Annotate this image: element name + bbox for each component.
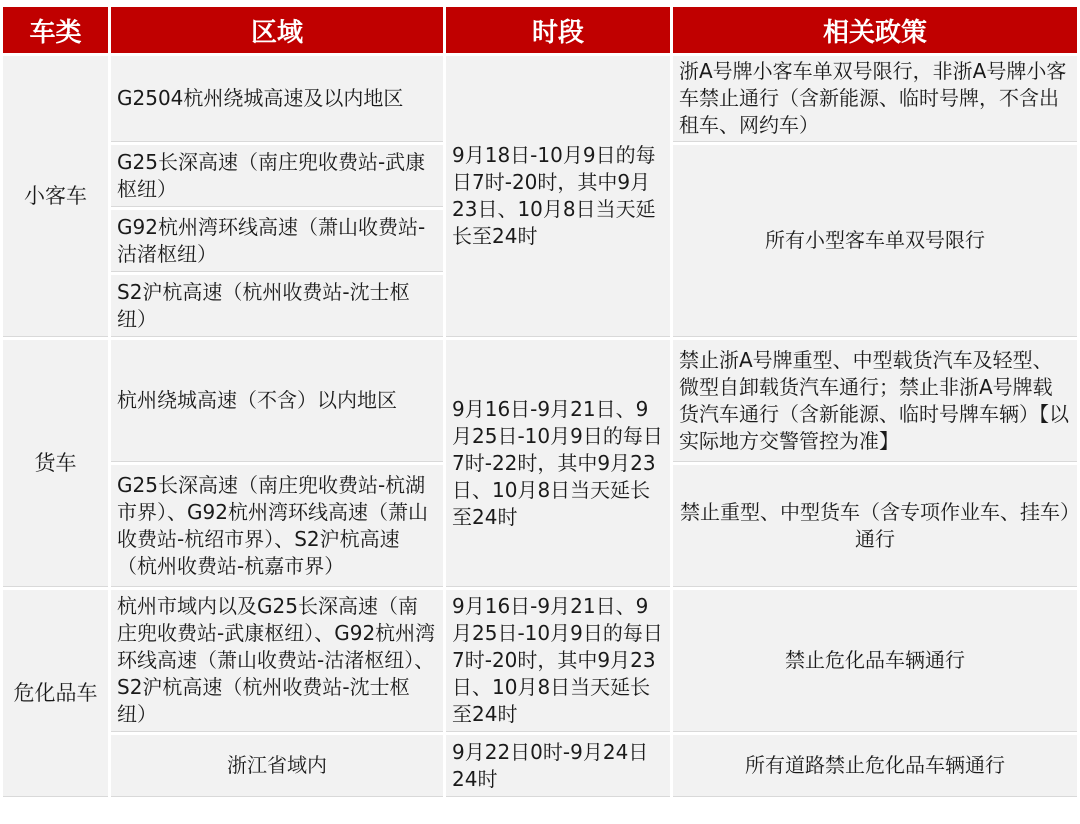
- period-cell: 9月16日-9月21日、9月25日-10月9日的每日7时-20时，其中9月23日、10月8日当天延长至24时: [446, 590, 670, 732]
- header-area: 区域: [111, 7, 443, 53]
- area-cell: G25长深高速（南庄兜收费站-武康枢纽）: [111, 145, 443, 207]
- period-cell: 9月22日0时-9月24日24时: [446, 735, 670, 797]
- header-vehicle-type: 车类: [3, 7, 108, 53]
- policy-cell: 浙A号牌小客车单双号限行，非浙A号牌小客车禁止通行（含新能源、临时号牌，不含出租车、网约车）: [673, 56, 1077, 142]
- table-row: [3, 340, 1077, 462]
- period-cell: 9月18日-10月9日的每日7时-20时，其中9月23日、10月8日当天延长至24时: [446, 56, 670, 337]
- policy-cell: 禁止浙A号牌重型、中型载货汽车及轻型、微型自卸载货汽车通行；禁止非浙A号牌载货汽车通行（含新能源、临时号牌车辆）【以实际地方交警管控为准】: [673, 340, 1077, 462]
- area-cell: G92杭州湾环线高速（萧山收费站-沽渚枢纽）: [111, 210, 443, 272]
- traffic-restriction-table: [0, 4, 1080, 800]
- policy-cell: 所有小型客车单双号限行: [673, 145, 1077, 337]
- area-cell: S2沪杭高速（杭州收费站-沈士枢纽）: [111, 275, 443, 337]
- header-period: 时段: [446, 7, 670, 53]
- policy-cell: 所有道路禁止危化品车辆通行: [673, 735, 1077, 797]
- area-cell: G2504杭州绕城高速及以内地区: [111, 56, 443, 142]
- policy-cell: 禁止重型、中型货车（含专项作业车、挂车）通行: [673, 465, 1077, 587]
- header-row: [3, 7, 1077, 53]
- area-cell: 浙江省域内: [111, 735, 443, 797]
- category-cell: 小客车: [3, 56, 108, 337]
- area-cell: 杭州市域内以及G25长深高速（南庄兜收费站-武康枢纽）、G92杭州湾环线高速（萧山收费站-沽渚枢纽）、S2沪杭高速（杭州收费站-沈士枢纽）: [111, 590, 443, 732]
- category-cell: 货车: [3, 340, 108, 587]
- area-cell: G25长深高速（南庄兜收费站-杭湖市界）、G92杭州湾环线高速（萧山收费站-杭绍市界）、S2沪杭高速（杭州收费站-杭嘉市界）: [111, 465, 443, 587]
- policy-cell: 禁止危化品车辆通行: [673, 590, 1077, 732]
- category-cell: 危化品车: [3, 590, 108, 797]
- table-row: [3, 735, 1077, 797]
- header-policy: 相关政策: [673, 7, 1077, 53]
- period-cell: 9月16日-9月21日、9月25日-10月9日的每日7时-22时，其中9月23日、10月8日当天延长至24时: [446, 340, 670, 587]
- table-row: [3, 56, 1077, 142]
- table-row: [3, 590, 1077, 732]
- area-cell: 杭州绕城高速（不含）以内地区: [111, 340, 443, 462]
